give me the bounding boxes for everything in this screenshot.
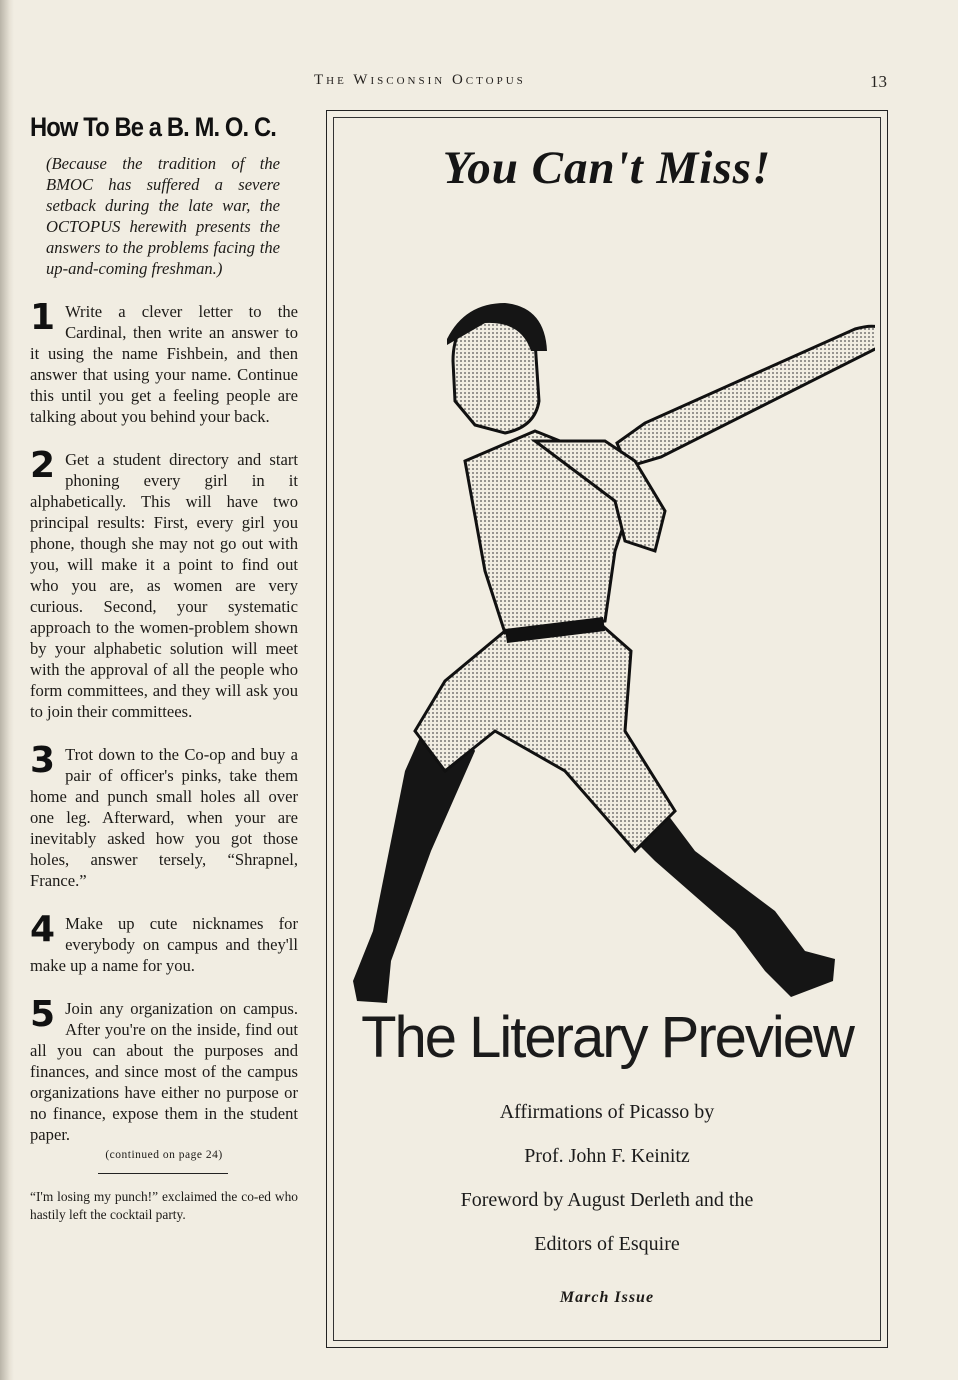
item-text: Trot down to the Co-op and buy a pair of officer's pinks, take them home and punch small holes all over one leg. Afterward, when your are inevitably asked how you got those holes, answer tersely, “Shrapnel, France.” — [30, 745, 298, 890]
ad-title: The Literary Preview — [361, 1005, 853, 1070]
bat — [617, 326, 875, 467]
item-number: 2 — [30, 445, 56, 486]
item-text: Get a student directory and start phoning every girl in it alphabetically. This will have two principal results: First, every girl you phone, though she may not go out with you, will make it a point to find out who you are, as women are very curious. Second, your systematic approach to the women-problem shown by your alphabetic solution will meet with the approval of all the people who form committees, and they will ask you to join their committees. — [30, 450, 298, 721]
list-item — [30, 994, 298, 1145]
item-text: Write a clever letter to the Cardinal, then write an answer to it using the name Fishbein, and then answer that using your name. Continue this until you get a feeling people are talking about you behind your back. — [30, 302, 298, 426]
article-column — [30, 112, 298, 1224]
ad-line-4: Editors of Esquire — [534, 1233, 680, 1255]
item-text: Make up cute nicknames for everybody on campus and they'll make up a name for you. — [30, 914, 298, 975]
list-item — [30, 740, 298, 891]
item-text: Join any organization on campus. After you're on the inside, find out all you can about the purposes and finances, and since most of the campus organizations have either no purpose or no finance, expose them in the student paper. — [30, 999, 298, 1144]
article-title: How To Be a B. M. O. C. — [30, 112, 276, 142]
continued-note: (continued on page 24) — [105, 1149, 223, 1161]
ad-issue: March Issue — [559, 1289, 655, 1306]
item-number: 3 — [30, 740, 56, 781]
page-gutter-shadow — [0, 0, 14, 1380]
list-item — [30, 445, 298, 722]
pants — [415, 621, 675, 851]
page-number: 13 — [870, 72, 887, 91]
list-item — [30, 909, 298, 976]
ad-headline: You Can't Miss! — [442, 142, 772, 194]
ad-line-2: Prof. John F. Keinitz — [524, 1145, 690, 1167]
running-title: The Wisconsin Octopus — [314, 72, 526, 88]
ad-line-1: Affirmations of Picasso by — [499, 1101, 715, 1123]
item-number: 4 — [30, 909, 56, 950]
list-item — [30, 297, 298, 427]
divider — [98, 1173, 228, 1174]
ad-line-3: Foreword by August Derleth and the — [460, 1189, 754, 1211]
item-number: 1 — [30, 297, 56, 338]
baseball-player-illustration — [335, 211, 875, 1011]
advertisement — [326, 110, 888, 1348]
item-number: 5 — [30, 994, 56, 1035]
joke-filler: “I'm losing my punch!” exclaimed the co-ed who hastily left the cocktail party. — [30, 1189, 298, 1222]
article-intro: (Because the tradition of the BMOC has suffered a severe setback during the late war, the OCTOPUS herewith presents the answers to the problems facing the up-and-coming freshman.) — [46, 154, 280, 278]
